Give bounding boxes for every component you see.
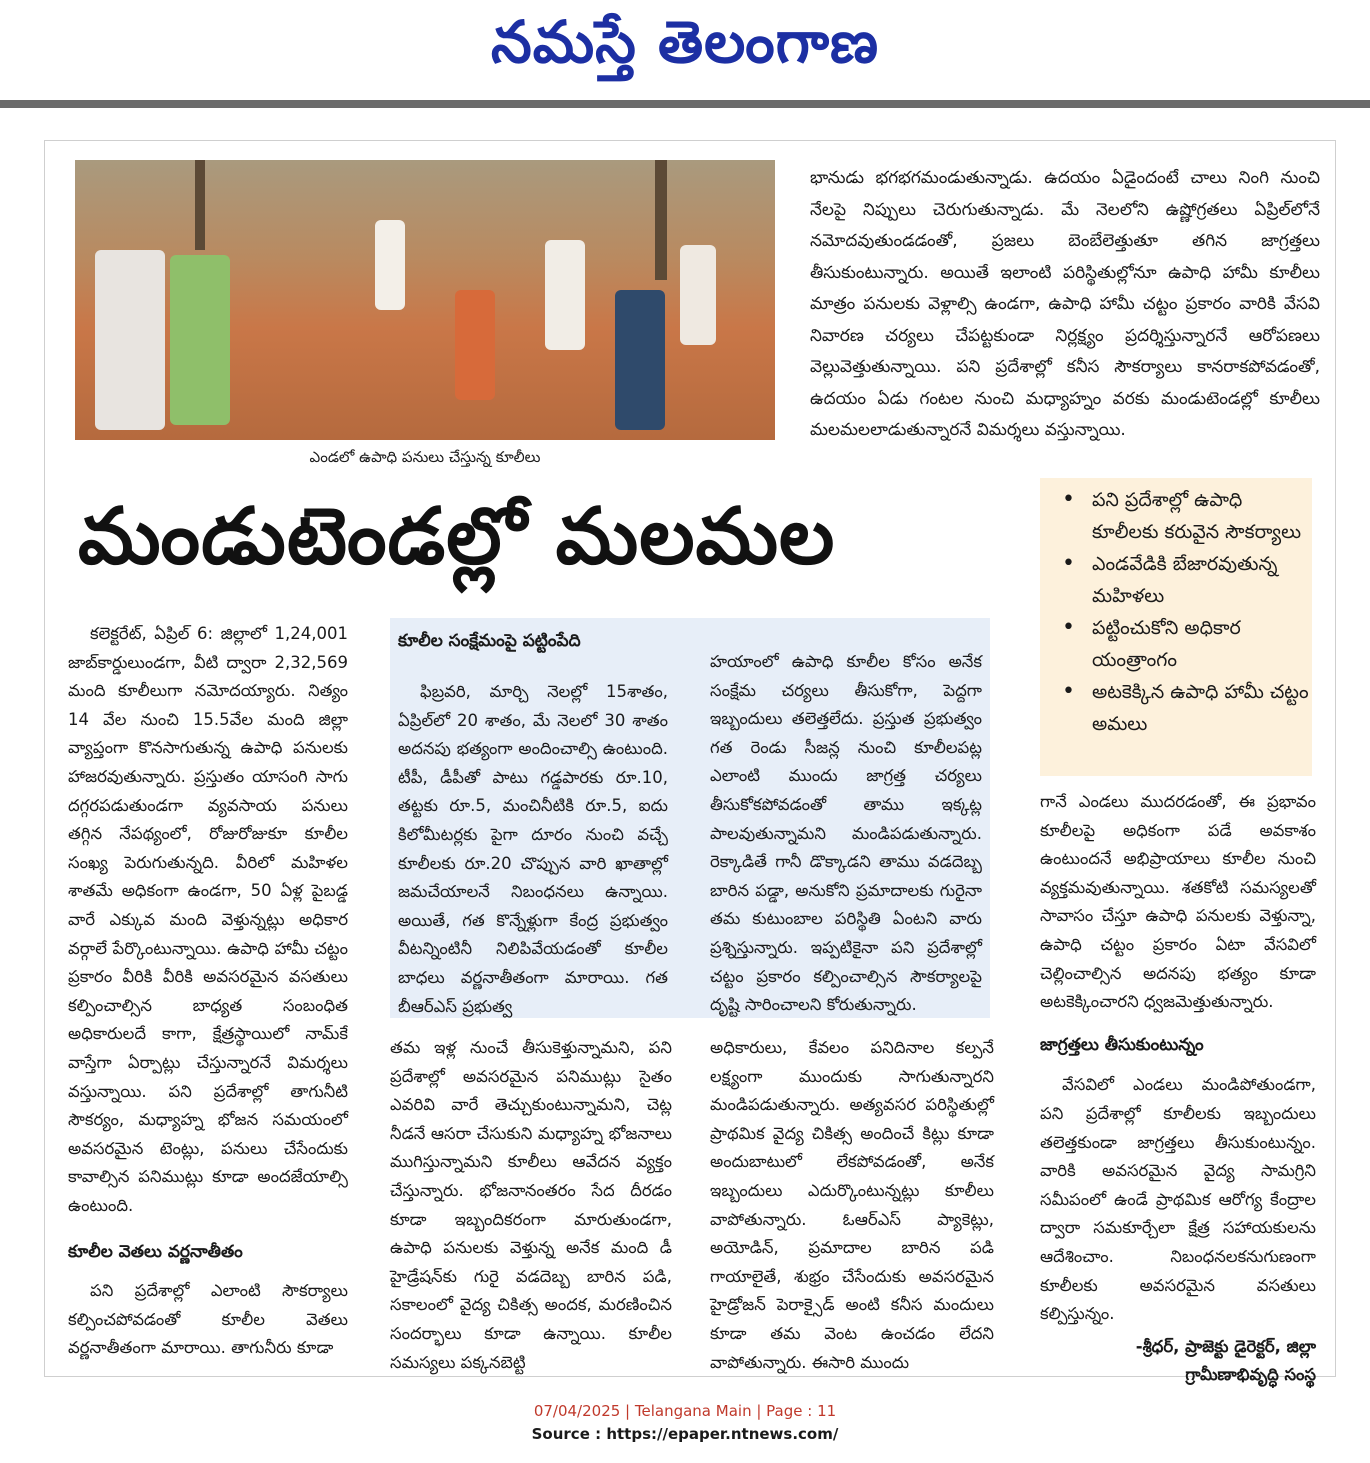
footer-source-line: Source : https://epaper.ntnews.com/ bbox=[531, 1425, 839, 1443]
sidebar-box-title: కూలీల సంక్షేమంపై పట్టింపేది bbox=[398, 631, 581, 651]
column-5 bbox=[1040, 788, 1316, 1390]
highlight-item: • పట్టించుకోని అధికార యంత్రాంగం bbox=[1092, 612, 1312, 676]
highlight-item: • ఎండవేడికి బేజారవుతున్న మహిళలు bbox=[1092, 548, 1312, 612]
photo-tree bbox=[195, 160, 205, 250]
page-footer bbox=[0, 1400, 1370, 1446]
bullet-icon: • bbox=[1062, 679, 1075, 704]
column-1 bbox=[68, 620, 348, 1363]
photo-worker bbox=[615, 290, 665, 430]
official-signature: -శ్రీధర్, ప్రాజెక్టు డైరెక్టర్, జిల్లా గ్రామీణాభివృద్ధి సంస్థ bbox=[1135, 1336, 1316, 1385]
column-1-subhead: కూలీల వెతలు వర్ణనాతీతం bbox=[68, 1242, 243, 1263]
column-4-text: అధికారులు, కేవలం పనిదినాల కల్పనే లక్ష్యంగా ముందుకు సాగుతున్నారని మండిపడుతున్నారు. అత్యవసర పరిస్థితుల్లో ప్రాథమిక వైద్య చికిత్స అందించే కిట్లు కూడా అందుబాటులో లేకపోవడంతో, అనేక ఇబ్బందులు ఎదుర్కొంటున్నట్లు కూలీలు వాపోతున్నారు. ఓఆర్‌ఎస్ ప్యాకెట్లు, అయోడిన్, ప్రమాదాల బారిన పడి గాయాలైతే, శుభ్రం చేసేందుకు అవసరమైన హైడ్రోజన్ పెరాక్సైడ్ అంటి కనీస మందులు కూడా తమ వెంట ఉంచడం లేదని వాపోతున్నారు. ఈసారి ముందు bbox=[710, 1038, 994, 1372]
sidebar-box-column-a bbox=[398, 678, 668, 1021]
column-3-text: తమ ఇళ్ల నుంచే తీసుకెళ్తున్నామని, పని ప్రదేశాల్లో అవసరమైన పనిముట్లు సైతం ఎవరివి వారే తెచ్చుకుంటున్నామని, చెట్ల నీడనే ఆసరా చేసుకుని మధ్యాహ్న భోజనాలు ముగిస్తున్నామని కూలీలు ఆవేదన వ్యక్తం చేస్తున్నారు. భోజనానంతరం సేద దీరడం కూడా ఇబ్బందికరంగా మారుతుండగా, ఉపాధి పనులకు వెళ్తున్న అనేక మంది డీ హైడ్రేషన్‌కు గురై వడదెబ్బ బారిన పడి, సకాలంలో వైద్య చికిత్స అందక, మరణించిన సందర్భాలు కూడా ఉన్నాయి. కూలీల సమస్యలు పక్కనబెట్టి bbox=[390, 1038, 672, 1372]
column-3 bbox=[390, 1034, 672, 1377]
bullet-icon: • bbox=[1062, 487, 1075, 512]
photo-worker bbox=[95, 250, 165, 430]
sidebar-box-column-a-text: ఫిబ్రవరి, మార్చి నెలల్లో 15శాతం, ఏప్రిల్‌లో 20 శాతం, మే నెలలో 30 శాతం అదనపు భత్యంగా అందించాల్సి ఉంటుంది. టీపీ, డీపీతో పాటు గడ్డపారకు రూ.10, తట్టకు రూ.5, మంచినీటికి రూ.5, ఐదు కిలోమీటర్లకు పైగా దూరం నుంచి వచ్చే కూలీలకు రూ.20 చొప్పున వారి ఖాతాల్లో జమచేయాలనే నిబంధనలు ఉన్నాయి. అయితే, గత కొన్నేళ్లుగా కేంద్ర ప్రభుత్వం వీటన్నింటినీ నిలిపివేయడంతో కూలీల బాధలు వర్ణనాతీతంగా మారాయి. గత బీఆర్‌ఎస్ ప్రభుత్వ bbox=[398, 682, 668, 1016]
masthead bbox=[0, 0, 1370, 102]
photo-worker bbox=[455, 290, 495, 400]
column-1-paragraph-2: పని ప్రదేశాల్లో ఎలాంటి సౌకర్యాలు కల్పించపోవడంతో కూలీల వెతలు వర్ణనాతీతంగా మారాయి. తాగునీరు కూడా bbox=[68, 1281, 348, 1358]
photo-tree bbox=[655, 160, 667, 280]
column-5-subhead: జాగ్రత్తలు తీసుకుంటున్నం bbox=[1040, 1034, 1204, 1055]
highlights-box bbox=[1040, 478, 1312, 776]
photo-worker bbox=[170, 255, 230, 425]
bullet-icon: • bbox=[1062, 551, 1075, 576]
sidebar-box-column-b-text: హయాంలో ఉపాధి కూలీల కోసం అనేక సంక్షేమ చర్యలు తీసుకోగా, పెద్దగా ఇబ్బందులు తలెత్తలేదు. ప్రస్తుత ప్రభుత్వం గత రెండు సీజన్ల నుంచి కూలీలపట్ల ఎలాంటి ముందు జాగ్రత్త చర్యలు తీసుకోకపోవడంతో తాము ఇక్కట్ల పాలవుతున్నామని మండిపడుతున్నారు. రెక్కాడితే గానీ డొక్కాడని తాము వడదెబ్బ బారిన పడ్డా, అనుకోని ప్రమాదాలకు గురైనా తమ కుటుంబాల పరిస్థితి ఏంటని వారు ప్రశ్నిస్తున్నారు. ఇప్పటికైనా పని ప్రదేశాల్లో చట్టం ప్రకారం కల్పించాల్సిన సౌకర్యాలపై దృష్టి సారించాలని కోరుతున్నారు. bbox=[710, 652, 982, 1015]
intro-paragraph: భానుడు భగభగమండుతున్నాడు. ఉదయం ఏడైందంటే చాలు నింగి నుంచి నేలపై నిప్పులు చెరుగుతున్నాడు. మే నెలలోని ఉష్ణోగ్రతలు ఏప్రిల్‌లోనే నమోదవుతుండడంతో, ప్రజలు బెంబేలెత్తుతూ తగిన జాగ్రత్తలు తీసుకుంటున్నారు. అయితే ఇలాంటి పరిస్థితుల్లోనూ ఉపాధి హామీ కూలీలు మాత్రం పనులకు వెళ్లాల్సి ఉండగా, ఉపాధి హామీ చట్టం ప్రకారం వారికి వేసవి నివారణ చర్యలు చేపట్టకుండా నిర్లక్ష్యం ప్రదర్శిస్తున్నారనే ఆరోపణలు వెల్లువెత్తుతున్నాయి. పని ప్రదేశాల్లో కనీస సౌకర్యాలు కానరాకపోవడంతో, ఉదయం ఏడు గంటల నుంచి మధ్యాహ్నం వరకు మండుటెండల్లో కూలీలు మలమలలాడుతున్నారనే విమర్శలు వస్తున్నాయి. bbox=[810, 168, 1320, 440]
column-1-paragraph-1: కలెక్టరేట్, ఏప్రిల్ 6: జిల్లాలో 1,24,001 జాబ్‌కార్డులుండగా, వీటి ద్వారా 2,32,569 మంది కూలీలుగా నమోదయ్యారు. నిత్యం 14 వేల నుంచి 15.5వేల మంది జిల్లా వ్యాప్తంగా కొనసాగుతున్న ఉపాధి పనులకు హాజరవుతున్నారు. ప్రస్తుతం యాసంగి సాగు దగ్గరపడుతుండగా వ్యవసాయ పనులు తగ్గిన నేపథ్యంలో, రోజురోజుకూ కూలీల సంఖ్య పెరుగుతున్నది. వీరిలో మహిళల శాతమే అధికంగా ఉండగా, 50 ఏళ్ల పైబడ్డ వారే ఎక్కువ మంది వెళ్తున్నట్లు అధికార వర్గాలే పేర్కొంటున్నాయి. ఉపాధి హామీ చట్టం ప్రకారం వీరికి వీరికి అవసరమైన వసతులు కల్పించాల్సిన బాధ్యత సంబంధిత అధికారులదే కాగా, క్షేత్రస్థాయిలో నామ్‌కే వాస్తేగా ఏర్పాట్లు చేస్తున్నారనే విమర్శలు వస్తున్నాయి. పని ప్రదేశాల్లో తాగునీటి సౌకర్యం, మధ్యాహ్న భోజన సమయంలో అవసరమైన టెంట్లు, పనులు చేసేందుకు కావాల్సిన పనిముట్లు కూడా అందజేయాల్సి ఉంటుంది. bbox=[68, 624, 348, 1215]
photo-caption: ఎండలో ఉపాధి పనులు చేస్తున్న కూలీలు bbox=[309, 448, 541, 466]
masthead-title: నమస్తే తెలంగాణ bbox=[491, 8, 879, 76]
photo-worker bbox=[545, 240, 585, 350]
article-photo bbox=[75, 160, 775, 440]
photo-worker bbox=[375, 220, 405, 310]
sidebar-box-column-b bbox=[710, 648, 982, 1020]
footer-edition-line: 07/04/2025 | Telangana Main | Page : 11 bbox=[533, 1402, 837, 1420]
highlight-item: • పని ప్రదేశాల్లో ఉపాధి కూలీలకు కరువైన సౌకర్యాలు bbox=[1092, 484, 1312, 548]
masthead-divider bbox=[0, 100, 1370, 108]
highlight-item: • అటకెక్కిన ఉపాధి హామీ చట్టం అమలు bbox=[1092, 676, 1312, 740]
column-5-paragraph-1: గానే ఎండలు ముదరడంతో, ఈ ప్రభావం కూలీలపై అధికంగా పడే అవకాశం ఉంటుందనే అభిప్రాయాలు కూలీల నుంచి వ్యక్తమవుతున్నాయి. శతకోటి సమస్యలతో సావాసం చేస్తూ ఉపాధి పనులకు వెళ్తున్నా, ఉపాధి చట్టం ప్రకారం ఏటా వేసవిలో చెల్లించాల్సిన అదనపు భత్యం కూడా అటకెక్కించారని ధ్వజమెత్తుతున్నారు. bbox=[1040, 792, 1316, 1012]
column-4 bbox=[710, 1034, 994, 1377]
column-5-paragraph-2: వేసవిలో ఎండలు మండిపోతుండగా, పని ప్రదేశాల్లో కూలీలకు ఇబ్బందులు తలెత్తకుండా జాగ్రత్తలు తీసుకుంటున్నం. వారికి అవసరమైన వైద్య సామగ్రిని సమీపంలో ఉండే ప్రాథమిక ఆరోగ్య కేంద్రాల ద్వారా సమకూర్చేలా క్షేత్ర సహాయకులను ఆదేశించాం. నిబంధనలకనుగుణంగా కూలీలకు అవసరమైన వసతులు కల్పిస్తున్నం. bbox=[1040, 1075, 1316, 1324]
bullet-icon: • bbox=[1062, 615, 1075, 640]
photo-worker bbox=[680, 245, 716, 345]
headline: మండుటెండల్లో మలమల bbox=[78, 492, 836, 582]
